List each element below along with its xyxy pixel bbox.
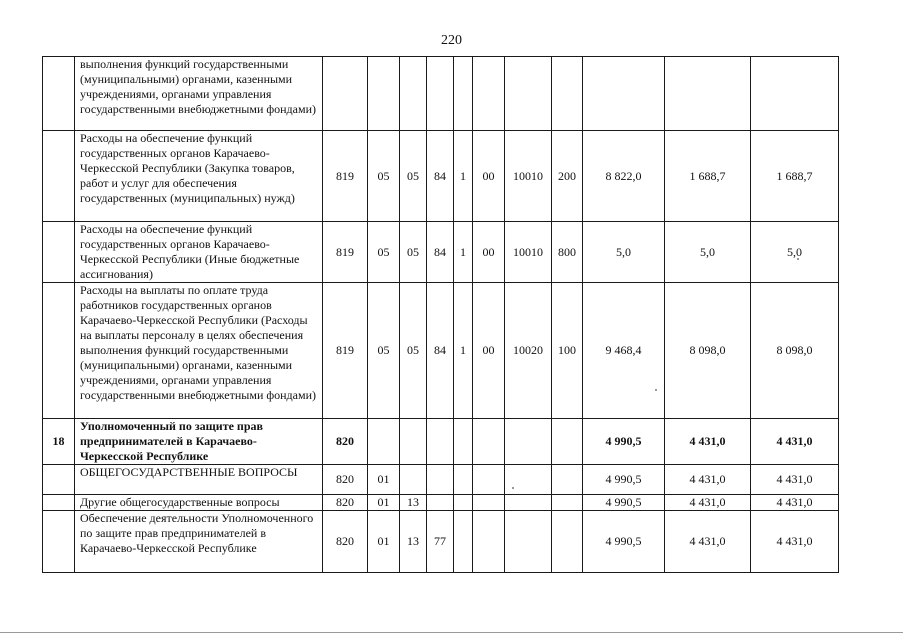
row-name: Другие общегосударственные вопросы	[75, 495, 323, 511]
row-number	[43, 57, 75, 131]
row-number	[43, 465, 75, 495]
table-row	[43, 495, 839, 511]
row-cs-direction: 10020	[505, 283, 552, 419]
row-vr: 200	[552, 131, 583, 222]
row-pr: 13	[400, 511, 427, 573]
row-grbs: 819	[323, 283, 368, 419]
row-name: выполнения функций государственными (муниципальными) органами, казенными учреждениями, органами управления государственными внебюджетными фондами)	[75, 57, 323, 131]
row-rz: 01	[368, 511, 400, 573]
table-row	[43, 465, 839, 495]
row-cs-program	[427, 465, 454, 495]
row-sum-3: 5,0	[751, 222, 839, 283]
row-cs-subprogram	[454, 419, 473, 465]
row-pr: 13	[400, 495, 427, 511]
row-vr	[552, 419, 583, 465]
row-cs-subprogram	[454, 495, 473, 511]
row-vr	[552, 465, 583, 495]
row-cs-main: 00	[473, 131, 505, 222]
row-sum-1: 4 990,5	[583, 495, 665, 511]
row-vr	[552, 57, 583, 131]
row-cs-subprogram: 1	[454, 283, 473, 419]
scan-edge-line	[0, 632, 903, 633]
row-grbs: 819	[323, 131, 368, 222]
row-sum-2: 4 431,0	[665, 495, 751, 511]
row-sum-1: 4 990,5	[583, 511, 665, 573]
row-rz: 01	[368, 465, 400, 495]
row-vr	[552, 495, 583, 511]
row-grbs: 820	[323, 511, 368, 573]
row-grbs	[323, 57, 368, 131]
row-cs-main	[473, 495, 505, 511]
row-vr	[552, 511, 583, 573]
row-sum-3	[751, 57, 839, 131]
row-cs-direction	[505, 511, 552, 573]
row-cs-program	[427, 495, 454, 511]
row-rz: 05	[368, 222, 400, 283]
row-sum-3: 8 098,0	[751, 283, 839, 419]
row-name: Расходы на обеспечение функций государственных органов Карачаево-Черкесской Республики (Закупка товаров, работ и услуг для обеспечения государственных (муниципальных) нужд)	[75, 131, 323, 222]
row-grbs: 819	[323, 222, 368, 283]
row-pr: 05	[400, 222, 427, 283]
page-number: 220	[441, 33, 462, 48]
row-rz: 05	[368, 283, 400, 419]
row-cs-program	[427, 419, 454, 465]
table-row	[43, 57, 839, 131]
row-cs-direction	[505, 57, 552, 131]
table-row	[43, 222, 839, 283]
row-number	[43, 511, 75, 573]
row-pr	[400, 57, 427, 131]
row-cs-direction	[505, 419, 552, 465]
row-cs-program: 84	[427, 283, 454, 419]
row-grbs: 820	[323, 419, 368, 465]
row-cs-program: 84	[427, 131, 454, 222]
row-cs-main: 00	[473, 222, 505, 283]
row-pr	[400, 419, 427, 465]
row-rz	[368, 419, 400, 465]
row-sum-1: 9 468,4	[583, 283, 665, 419]
row-sum-1: 5,0	[583, 222, 665, 283]
row-sum-3: 4 431,0	[751, 465, 839, 495]
row-name: Уполномоченный по защите прав предпринимателей в Карачаево-Черкесской Республике	[75, 419, 323, 465]
row-pr: 05	[400, 283, 427, 419]
row-grbs: 820	[323, 495, 368, 511]
row-sum-1: 4 990,5	[583, 419, 665, 465]
row-cs-program: 84	[427, 222, 454, 283]
row-name: Обеспечение деятельности Уполномоченного по защите прав предпринимателей в Карачаево-Черкесской Республике	[75, 511, 323, 573]
row-cs-subprogram: 1	[454, 222, 473, 283]
scan-speck	[797, 258, 799, 260]
row-sum-1	[583, 57, 665, 131]
row-rz: 05	[368, 131, 400, 222]
scan-speck	[512, 487, 514, 489]
row-cs-main: 00	[473, 283, 505, 419]
row-cs-main	[473, 465, 505, 495]
row-cs-direction	[505, 495, 552, 511]
row-sum-2: 4 431,0	[665, 419, 751, 465]
row-cs-main	[473, 511, 505, 573]
row-sum-3: 4 431,0	[751, 419, 839, 465]
table-row	[43, 131, 839, 222]
scan-speck	[655, 389, 657, 391]
row-name: Расходы на выплаты по оплате труда работников государственных органов Карачаево-Черкесской Республики (Расходы на выплаты персоналу в целях обеспечения выполнения функций государственными (муниципальными) органами, казенными учреждениями, органами управления государственными внебюджетными фондами)	[75, 283, 323, 419]
row-name: Расходы на обеспечение функций государственных органов Карачаево-Черкесской Республики (Иные бюджетные ассигнования)	[75, 222, 323, 283]
row-number: 18	[43, 419, 75, 465]
row-sum-2: 1 688,7	[665, 131, 751, 222]
row-pr: 05	[400, 131, 427, 222]
row-rz: 01	[368, 495, 400, 511]
row-sum-2: 4 431,0	[665, 511, 751, 573]
row-sum-2: 8 098,0	[665, 283, 751, 419]
row-cs-program	[427, 57, 454, 131]
table-row	[43, 283, 839, 419]
row-number	[43, 495, 75, 511]
row-pr	[400, 465, 427, 495]
row-cs-direction	[505, 465, 552, 495]
row-vr: 100	[552, 283, 583, 419]
row-sum-2: 5,0	[665, 222, 751, 283]
row-cs-direction: 10010	[505, 131, 552, 222]
row-cs-subprogram	[454, 57, 473, 131]
row-sum-1: 4 990,5	[583, 465, 665, 495]
row-cs-subprogram: 1	[454, 131, 473, 222]
row-cs-subprogram	[454, 465, 473, 495]
table-row-section	[43, 419, 839, 465]
row-sum-3: 1 688,7	[751, 131, 839, 222]
table-row	[43, 511, 839, 573]
row-cs-program: 77	[427, 511, 454, 573]
row-sum-3: 4 431,0	[751, 511, 839, 573]
row-cs-subprogram	[454, 511, 473, 573]
row-number	[43, 283, 75, 419]
row-sum-2: 4 431,0	[665, 465, 751, 495]
row-sum-1: 8 822,0	[583, 131, 665, 222]
row-vr: 800	[552, 222, 583, 283]
row-sum-3: 4 431,0	[751, 495, 839, 511]
row-number	[43, 222, 75, 283]
budget-table	[42, 56, 839, 573]
row-cs-main	[473, 419, 505, 465]
row-name: ОБЩЕГОСУДАРСТВЕННЫЕ ВОПРОСЫ	[75, 465, 323, 495]
row-cs-direction: 10010	[505, 222, 552, 283]
row-cs-main	[473, 57, 505, 131]
row-sum-2	[665, 57, 751, 131]
row-grbs: 820	[323, 465, 368, 495]
row-rz	[368, 57, 400, 131]
row-number	[43, 131, 75, 222]
